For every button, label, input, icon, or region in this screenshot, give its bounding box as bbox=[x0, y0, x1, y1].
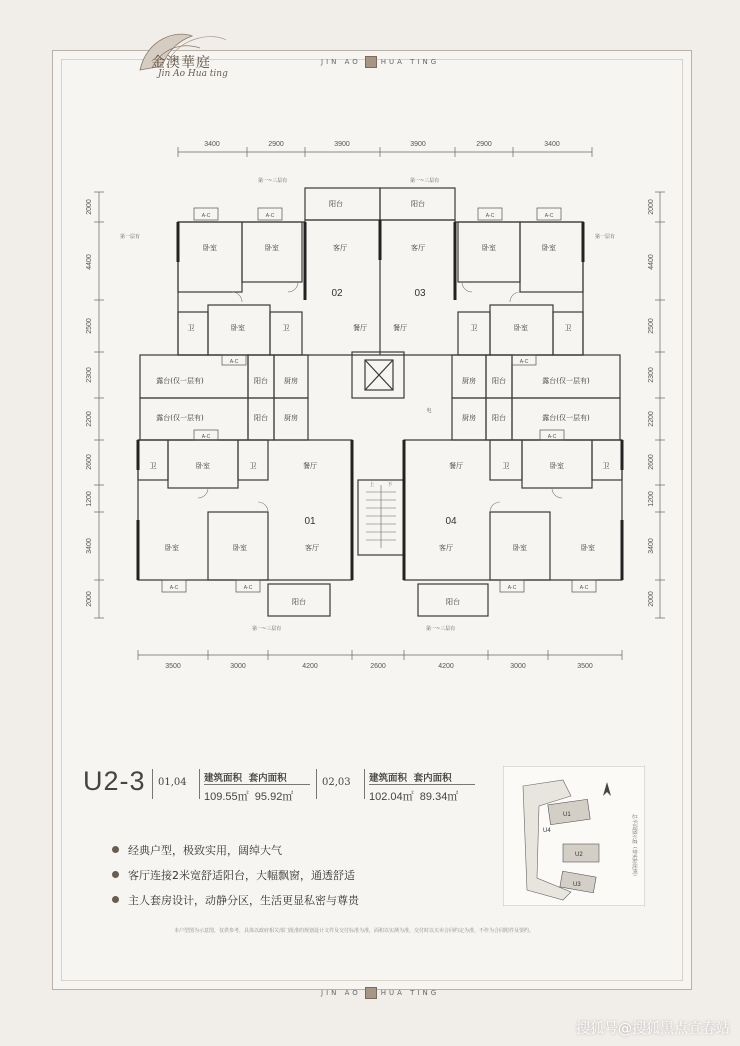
dim-left-5: 2200 bbox=[86, 411, 93, 427]
feature-text-2: 客厅连接2米宽舒适阳台，大幅飘窗，通透舒适 bbox=[128, 868, 355, 882]
room-balcony-02b: 阳台 bbox=[254, 377, 268, 385]
room-bedroom-03b: 卧室 bbox=[542, 244, 556, 252]
site-label-4: U4 bbox=[543, 828, 551, 834]
room-bedroom-01c: 卧室 bbox=[196, 462, 210, 470]
dim-right-2: 4400 bbox=[648, 254, 655, 270]
area-b-build-label: 建筑面积 bbox=[369, 773, 408, 784]
room-bedroom-04b: 卧室 bbox=[581, 544, 595, 552]
note-top-right: 第一~三层有 bbox=[410, 178, 440, 184]
area-box-b bbox=[369, 770, 458, 804]
dim-right-1: 2000 bbox=[648, 199, 655, 215]
note-top-left: 第一~三层有 bbox=[258, 178, 288, 184]
room-kitchen-03: 厨房 bbox=[462, 377, 476, 385]
room-balcony-01: 阳台 bbox=[292, 598, 306, 606]
room-balcony-03b: 阳台 bbox=[492, 377, 506, 385]
dim-top-3: 3900 bbox=[334, 141, 350, 148]
brand-name-en: Jin Ao Hua ting bbox=[158, 69, 228, 79]
room-bedroom-02b: 卧室 bbox=[265, 244, 279, 252]
ac-label-11: A-C bbox=[507, 585, 517, 591]
dim-left-9: 2000 bbox=[86, 591, 93, 607]
feature-item-2 bbox=[112, 862, 359, 887]
dim-top-6: 3400 bbox=[544, 141, 560, 148]
area-b-inner-label: 套内面积 bbox=[413, 773, 452, 784]
area-a-inner-value: 95.92㎡ bbox=[254, 791, 294, 803]
room-kitchen-02: 厨房 bbox=[284, 377, 298, 385]
room-balcony-01b: 阳台 bbox=[254, 414, 268, 422]
room-kitchen-01: 厨房 bbox=[284, 414, 298, 422]
dim-bottom-4: 2600 bbox=[370, 663, 386, 670]
area-b-inner-value: 89.34㎡ bbox=[419, 791, 459, 803]
footer-brand-left: JIN AO bbox=[321, 989, 361, 997]
dim-right-4: 2300 bbox=[648, 367, 655, 383]
stair-down: 下 bbox=[387, 482, 393, 488]
room-dining-04: 餐厅 bbox=[449, 462, 463, 470]
dim-left-4: 2300 bbox=[86, 367, 93, 383]
feature-text-3: 主人套房设计，动静分区，生活更显私密与尊贵 bbox=[128, 893, 359, 907]
dim-bottom-5: 4200 bbox=[438, 663, 454, 670]
room-bedroom-01b: 卧室 bbox=[233, 544, 247, 552]
dim-right-9: 2000 bbox=[648, 591, 655, 607]
dim-left-2: 4400 bbox=[86, 254, 93, 270]
room-dining-02: 餐厅 bbox=[353, 324, 367, 332]
divider-4 bbox=[364, 769, 365, 799]
feature-list bbox=[112, 837, 359, 912]
room-bedroom-03c: 卧室 bbox=[514, 324, 528, 332]
footer-brand bbox=[321, 987, 439, 999]
header-brand-right: HUA TING bbox=[380, 58, 440, 66]
unit-ids-a: 01,04 bbox=[158, 777, 187, 788]
feature-item-1 bbox=[112, 837, 359, 862]
room-bedroom-03a: 卧室 bbox=[482, 244, 496, 252]
unit-ids-b: 02,03 bbox=[322, 777, 351, 788]
brand-name-cn: 金澳華庭 bbox=[151, 55, 211, 71]
area-a-rule bbox=[204, 784, 310, 785]
room-bath-02b: 卫 bbox=[282, 324, 290, 332]
ac-label-6: A-C bbox=[519, 359, 529, 365]
divider-1 bbox=[152, 769, 153, 799]
dim-bottom-3: 4200 bbox=[302, 663, 318, 670]
dim-left-7: 1200 bbox=[86, 491, 93, 507]
room-dining-03: 餐厅 bbox=[393, 324, 407, 332]
brand-seal-icon bbox=[365, 987, 377, 999]
unit-label-04: 04 bbox=[445, 516, 457, 527]
dim-top-2: 2900 bbox=[268, 141, 284, 148]
dim-right-6: 2600 bbox=[648, 454, 655, 470]
room-balcony-03: 阳台 bbox=[411, 200, 425, 208]
dim-left-1: 2000 bbox=[86, 199, 93, 215]
dim-bottom-1: 3500 bbox=[165, 663, 181, 670]
room-living-01: 客厅 bbox=[305, 544, 319, 552]
room-kitchen-04: 厨房 bbox=[462, 414, 476, 422]
room-bath-04b: 卫 bbox=[602, 462, 610, 470]
note-right: 第一层有 bbox=[595, 234, 616, 240]
room-bedroom-04c: 卧室 bbox=[550, 462, 564, 470]
room-bath-01b: 卫 bbox=[249, 462, 257, 470]
dim-right-3: 2500 bbox=[648, 318, 655, 334]
note-bottom-left: 第一~三层有 bbox=[252, 626, 282, 632]
dim-left-8: 3400 bbox=[86, 538, 93, 554]
dim-top-1: 3400 bbox=[204, 141, 220, 148]
dim-left-6: 2600 bbox=[86, 454, 93, 470]
ac-label-1: A-C bbox=[201, 213, 211, 219]
ac-label-4: A-C bbox=[544, 213, 554, 219]
dim-top-5: 2900 bbox=[476, 141, 492, 148]
watermark: 搜狐号@搜狐黑点宜春站 bbox=[576, 1021, 730, 1037]
area-a-build-value: 109.55㎡ bbox=[204, 791, 249, 803]
note-left: 第一层有 bbox=[120, 234, 141, 240]
unit-label-01: 01 bbox=[304, 516, 316, 527]
room-living-02: 客厅 bbox=[333, 244, 347, 252]
divider-3 bbox=[316, 769, 317, 799]
site-label-1: U1 bbox=[563, 812, 571, 818]
unit-label-03: 03 bbox=[414, 288, 426, 299]
bullet-icon bbox=[112, 846, 119, 853]
stair-up: 上 bbox=[369, 482, 375, 488]
feature-item-3 bbox=[112, 887, 359, 912]
bullet-icon bbox=[112, 896, 119, 903]
site-label-3: U3 bbox=[573, 882, 581, 888]
ac-label-8: A-C bbox=[547, 434, 557, 440]
room-balcony-02: 阳台 bbox=[329, 200, 343, 208]
room-balcony-04b: 阳台 bbox=[492, 414, 506, 422]
dim-bottom-2: 3000 bbox=[230, 663, 246, 670]
room-bath-04a: 卫 bbox=[502, 462, 510, 470]
room-terrace-02: 露台(仅一层有) bbox=[156, 377, 204, 385]
room-bedroom-02c: 卧室 bbox=[231, 324, 245, 332]
unit-label-02: 02 bbox=[331, 288, 343, 299]
dim-right-5: 2200 bbox=[648, 411, 655, 427]
dim-left-3: 2500 bbox=[86, 318, 93, 334]
disclaimer-text: 本户型图为示意图，仅供参考，具体以政府相关部门批准的规划设计文件及交付标准为准，面积以实测为准，交付时以买卖合同约定为准，不作为合同附件及要约。 bbox=[174, 928, 535, 934]
room-bath-03a: 卫 bbox=[470, 324, 478, 332]
room-bath-02a: 卫 bbox=[187, 324, 195, 332]
site-plan bbox=[503, 766, 645, 906]
header-brand-left: JIN AO bbox=[321, 58, 361, 66]
room-bedroom-02a: 卧室 bbox=[203, 244, 217, 252]
dim-right-8: 3400 bbox=[648, 538, 655, 554]
site-label-2: U2 bbox=[575, 852, 583, 858]
footer-brand-right: HUA TING bbox=[380, 989, 440, 997]
dim-right-7: 1200 bbox=[648, 491, 655, 507]
ac-label-12: A-C bbox=[579, 585, 589, 591]
room-bath-03b: 卫 bbox=[564, 324, 572, 332]
room-balcony-04: 阳台 bbox=[446, 598, 460, 606]
ac-label-9: A-C bbox=[169, 585, 179, 591]
dim-top-4: 3900 bbox=[410, 141, 426, 148]
room-bedroom-04a: 卧室 bbox=[513, 544, 527, 552]
room-terrace-04: 露台(仅一层有) bbox=[542, 414, 590, 422]
area-a-inner-label: 套内面积 bbox=[248, 773, 287, 784]
area-b-rule bbox=[369, 784, 475, 785]
ac-label-5: A-C bbox=[229, 359, 239, 365]
ac-label-3: A-C bbox=[485, 213, 495, 219]
room-terrace-03: 露台(仅一层有) bbox=[542, 377, 590, 385]
room-living-03: 客厅 bbox=[411, 244, 425, 252]
dim-bottom-6: 3000 bbox=[510, 663, 526, 670]
ac-label-7: A-C bbox=[201, 434, 211, 440]
ac-label-10: A-C bbox=[243, 585, 253, 591]
dim-bottom-7: 3500 bbox=[577, 663, 593, 670]
note-bottom-right: 第一~三层有 bbox=[426, 626, 456, 632]
feature-text-1: 经典户型，极致实用，阔绰大气 bbox=[128, 843, 282, 857]
room-living-04: 客厅 bbox=[439, 544, 453, 552]
room-terrace-01: 露台(仅一层有) bbox=[156, 414, 204, 422]
area-a-build-label: 建筑面积 bbox=[204, 773, 243, 784]
ac-label-2: A-C bbox=[265, 213, 275, 219]
divider-2 bbox=[199, 769, 200, 799]
room-bath-01a: 卫 bbox=[149, 462, 157, 470]
unit-code: U2-3 bbox=[83, 766, 146, 796]
room-bedroom-01a: 卧室 bbox=[165, 544, 179, 552]
area-b-build-value: 102.04㎡ bbox=[369, 791, 414, 803]
site-vertical-text: 总平面图示意（非实际比例） bbox=[631, 814, 637, 880]
area-box-a bbox=[204, 770, 293, 804]
bullet-icon bbox=[112, 871, 119, 878]
elevator-mark: 电 bbox=[426, 408, 432, 414]
room-dining-01: 餐厅 bbox=[303, 462, 317, 470]
